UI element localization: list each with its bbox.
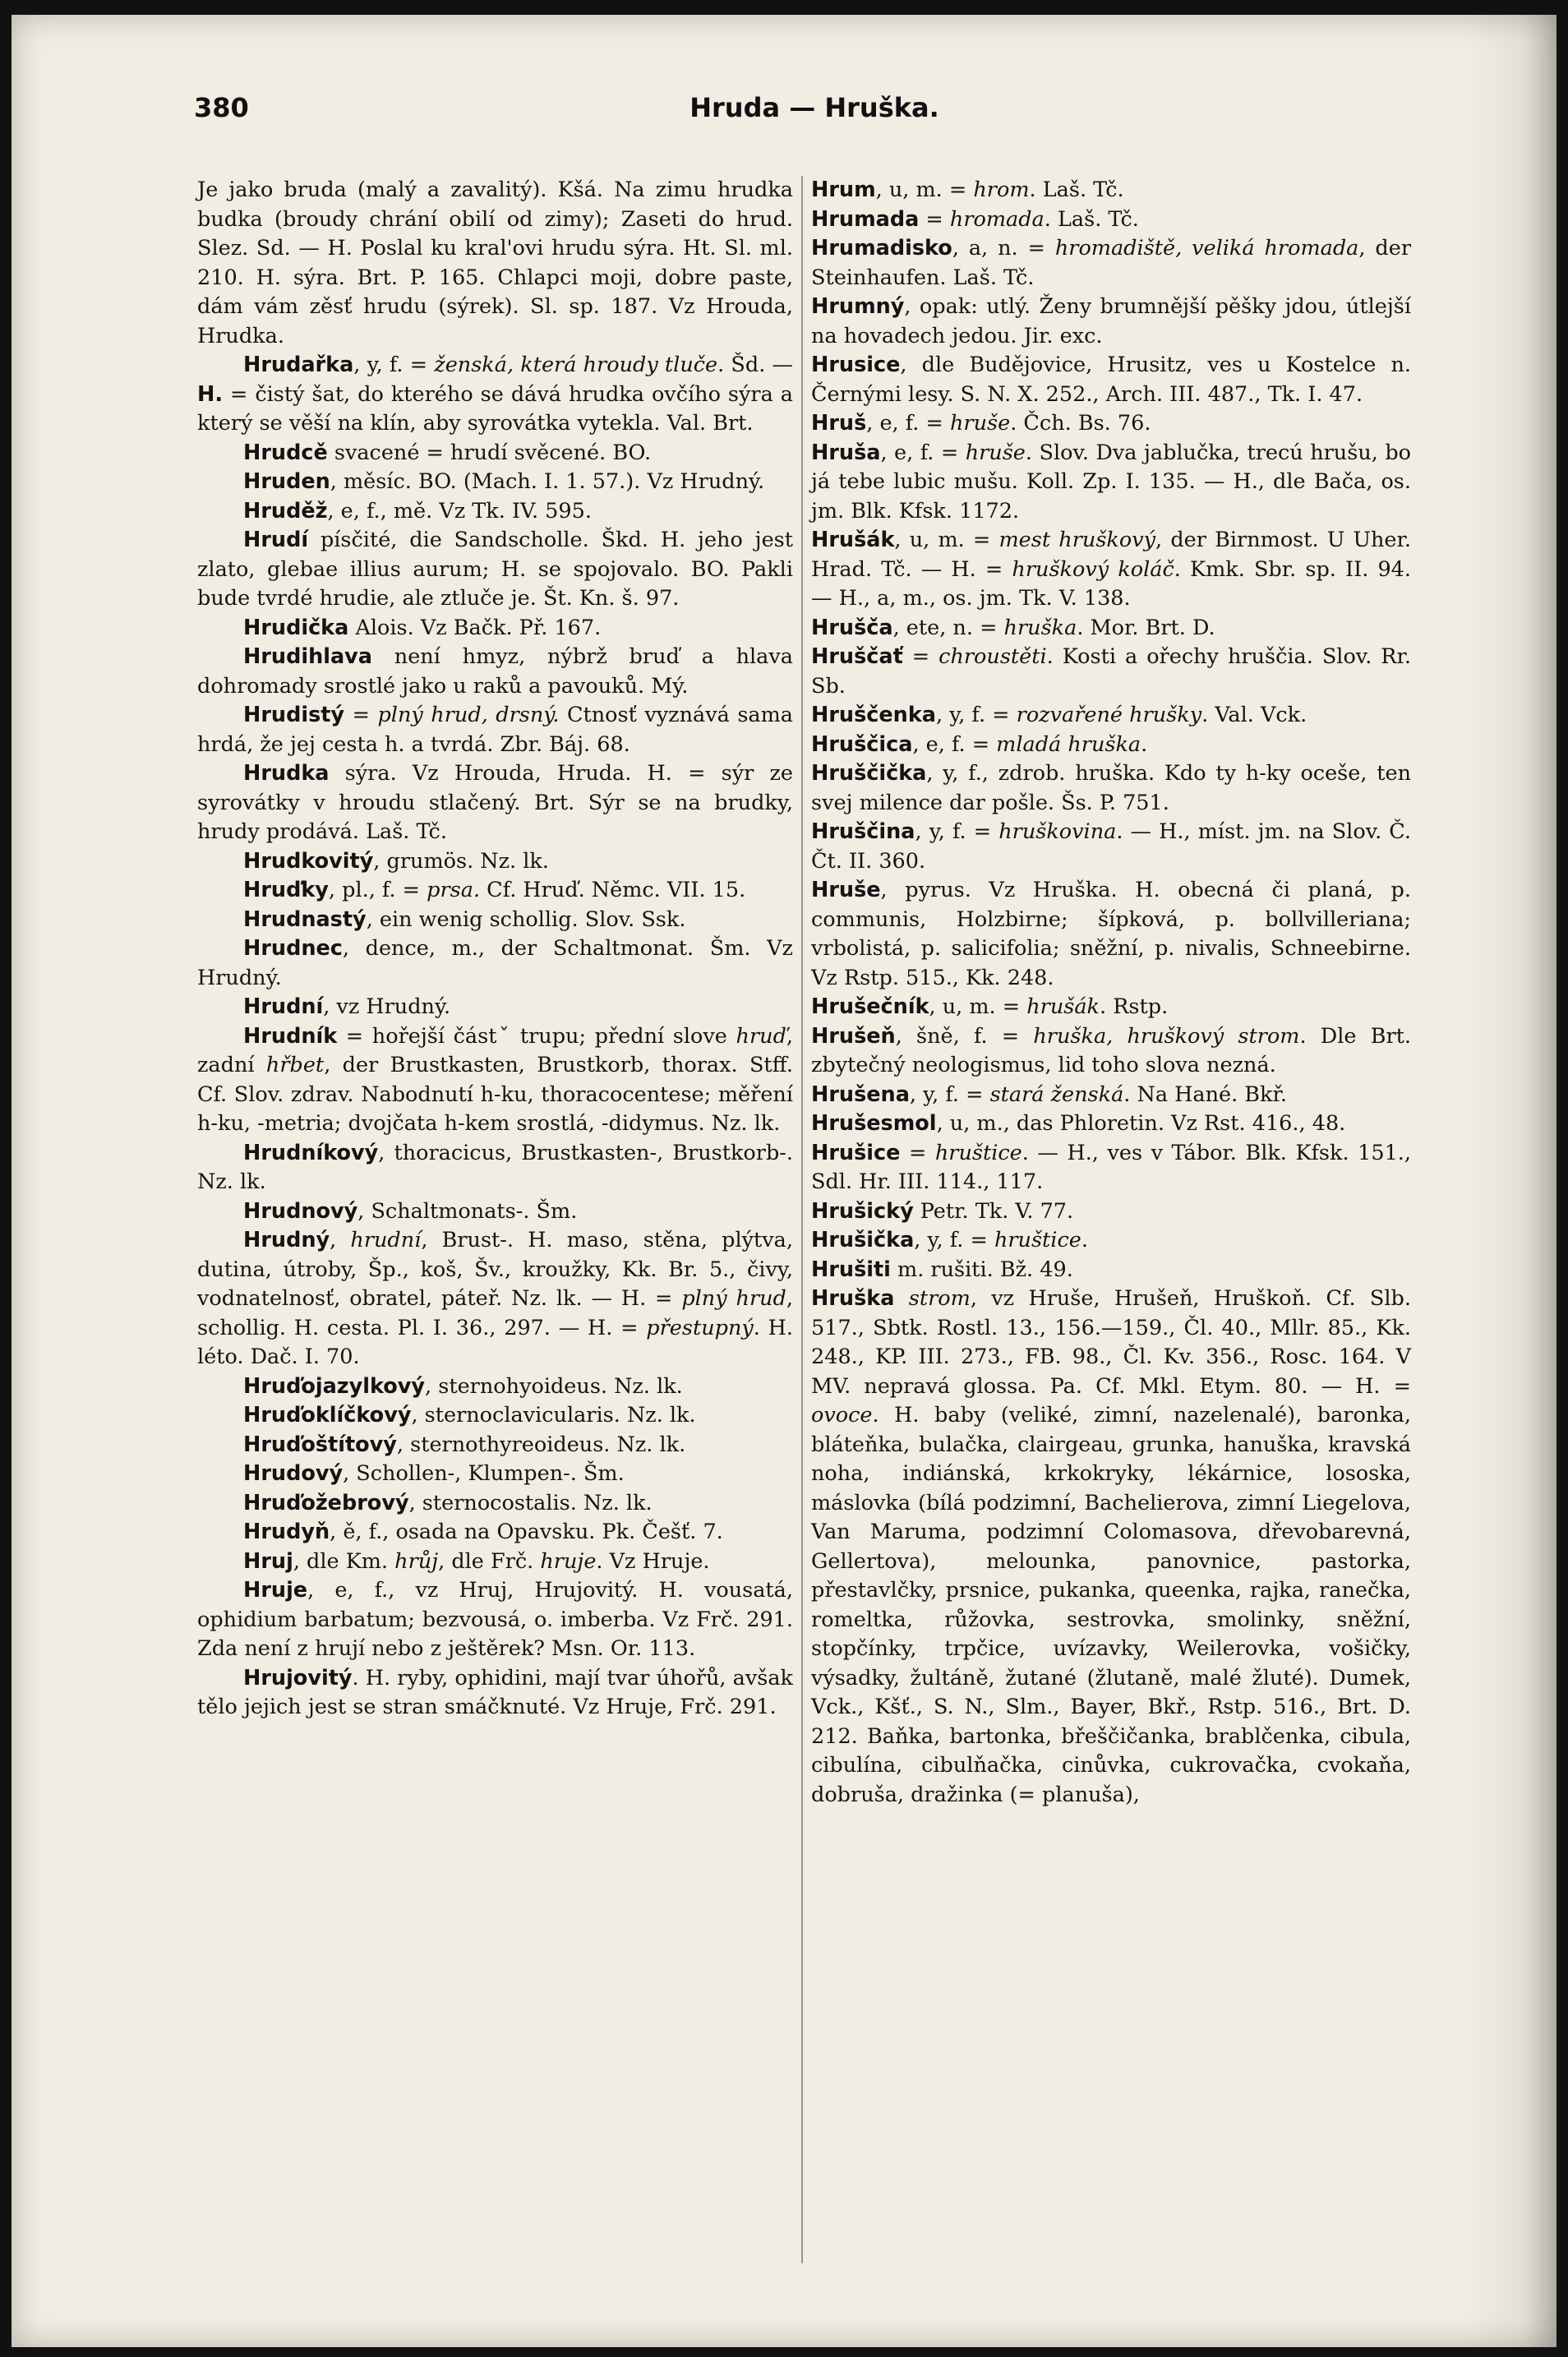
entry-gloss: hruše <box>949 411 1011 436</box>
entry-text: , y, f. = <box>935 703 1017 727</box>
entry-gloss: hrudní <box>350 1228 422 1252</box>
dictionary-entry <box>197 643 793 701</box>
entry-gloss: hrůj <box>394 1548 439 1574</box>
entry-text: , ein wenig schollig. Slov. Ssk. <box>366 906 686 932</box>
entry-text: = <box>344 703 378 727</box>
entry-text: Petr. Tk. V. 77. <box>913 1198 1074 1224</box>
entry-text: . Čch. Bs. 76. <box>1010 411 1151 436</box>
entry-headword: Hrudcě <box>243 440 328 465</box>
entry-headword: Hrušeň <box>811 1023 896 1049</box>
entry-headword: Hrudka <box>243 761 330 786</box>
dictionary-entry <box>811 234 1411 293</box>
dictionary-entry <box>811 1197 1411 1227</box>
entry-text: . Laš. Tč. <box>1044 206 1139 232</box>
entry-text: = <box>902 644 939 669</box>
entry-headword: Hrudní <box>243 994 324 1019</box>
dictionary-entry <box>811 1109 1411 1139</box>
entry-headword: Hruďožebrový <box>243 1490 409 1515</box>
entry-headword: Hrusice <box>811 353 901 377</box>
dictionary-entry <box>811 439 1411 527</box>
entry-gloss: hruštice <box>934 1140 1022 1165</box>
entry-text: , e, f. = <box>912 731 997 757</box>
entry-gloss: hrom <box>973 178 1030 202</box>
entry-gloss: hromada <box>949 206 1045 232</box>
entry-headword: Hruščenka <box>811 703 936 727</box>
entry-text: . Mor. Brt. D. <box>1077 615 1215 640</box>
dictionary-entry <box>197 1401 793 1431</box>
entry-text: , opak: utlý. Ženy brumnější pěšky jdou, útlejší na hovadech jedou. Jir. exc. <box>811 294 1411 348</box>
entry-gloss: chroustěti <box>938 644 1047 669</box>
entry-headword: Hruďky <box>243 878 329 902</box>
entry-headword: Hruščať <box>811 644 903 669</box>
dictionary-entry <box>197 468 793 497</box>
dictionary-entry <box>197 1431 793 1460</box>
entry-headword: Hrumadisko <box>811 236 952 261</box>
entry-gloss: přestupný <box>646 1315 754 1340</box>
entry-text: Alois. Vz Bačk. Př. 167. <box>348 615 602 640</box>
entry-gloss: hrušák <box>1026 994 1100 1019</box>
dictionary-entry <box>811 701 1411 731</box>
entry-gloss: hruškový koláč <box>1012 556 1174 582</box>
entry-text: , pl., f. = <box>328 878 427 902</box>
entry-headword: Hruďoklíčkový <box>243 1403 412 1428</box>
entry-text: , zadní <box>197 1023 793 1077</box>
entry-gloss: hřbet <box>265 1053 325 1077</box>
entry-text: , e, f., vz Hruj, Hrujovitý. H. vousatá, ophidium barbatum; bezvousá, o. imberba. Vz Frč. 291. Zda není z hrují nebo z ještěrek? Msn. Or. 113. <box>197 1578 793 1661</box>
entry-headword: Hrudový <box>243 1461 344 1486</box>
entry-text: . Dle Brt. zbytečný neologismus, lid toho slova nezná. <box>811 1023 1411 1077</box>
entry-text: . Na Hané. Bkř. <box>1123 1082 1287 1107</box>
dictionary-entry <box>811 409 1411 439</box>
entry-text: , e, f. = <box>866 411 950 436</box>
entry-text: , sternocostalis. Nz. lk. <box>408 1490 653 1515</box>
dictionary-entry <box>197 1022 793 1139</box>
dictionary-entry <box>197 906 793 935</box>
entry-text: , schollig. H. cesta. Pl. I. 36., 297. — H. = <box>197 1286 793 1340</box>
entry-text: = hořejší částˇ trupu; přední slove <box>337 1023 736 1049</box>
entry-headword: Hrudihlava <box>243 644 372 669</box>
dictionary-entry <box>811 643 1411 701</box>
dictionary-entry <box>197 934 793 993</box>
entry-text <box>894 1286 908 1311</box>
entry-headword: Hruš <box>811 411 867 436</box>
entry-text: . H. léto. Dač. I. 70. <box>197 1315 793 1369</box>
entry-text: . Rstp. <box>1100 994 1169 1019</box>
entry-text: Šd. — <box>724 353 794 377</box>
entry-gloss: plný hrud <box>681 1286 786 1311</box>
entry-headword: Hruša <box>811 440 881 465</box>
dictionary-entry <box>811 818 1411 876</box>
left-column <box>197 176 793 1723</box>
entry-gloss: mest hruškový <box>998 528 1156 552</box>
entry-headword: Hrudařka <box>243 353 354 377</box>
entry-text: , u, m., das Phloretin. Vz Rst. 416., 48. <box>936 1111 1346 1136</box>
entry-text: , y, f. = <box>909 1082 990 1107</box>
entry-gloss: plný hrud, drsný. <box>377 703 560 727</box>
entry-text: není hmyz, nýbrž bruď a hlava dohromady srostlé jako u raků a pavouků. Mý. <box>197 644 793 699</box>
dictionary-entry <box>197 1576 793 1664</box>
entry-text: , ě, f., osada na Opavsku. Pk. Češť. 7. <box>330 1520 723 1544</box>
dictionary-entry <box>197 1197 793 1227</box>
dictionary-entry <box>197 993 793 1022</box>
entry-gloss: rozvařené hrušky <box>1016 703 1202 727</box>
dictionary-entry <box>197 439 793 468</box>
entry-headword: Hrudný <box>243 1228 330 1252</box>
entry-text: . <box>1141 731 1148 757</box>
dictionary-entry <box>197 1139 793 1197</box>
dictionary-entry <box>197 526 793 614</box>
entry-headword: Hruše <box>811 878 881 902</box>
entry-headword: Hrudička <box>243 615 349 640</box>
entry-gloss: hruď <box>736 1023 786 1049</box>
dictionary-entry <box>811 876 1411 993</box>
entry-headword: Hrujovitý <box>243 1665 353 1690</box>
dictionary-entry <box>811 176 1411 205</box>
dictionary-entry <box>811 1285 1411 1810</box>
entry-text: , vz Hrudný. <box>323 994 451 1019</box>
entry-text: , sternohyoideus. Nz. lk. <box>425 1373 683 1399</box>
entry-headword: Hrum <box>811 178 876 202</box>
entry-text: , dle Frč. <box>438 1548 541 1574</box>
entry-text: , der Steinhaufen. Laš. Tč. <box>811 236 1412 290</box>
entry-text: . Val. Vck. <box>1201 703 1307 727</box>
dictionary-entry <box>197 1518 793 1548</box>
entry-headword: Hruden <box>243 469 330 494</box>
dictionary-entry <box>197 1664 793 1723</box>
entry-text: , grumös. Nz. lk. <box>373 848 549 874</box>
entry-headword: Hrudkovitý <box>243 848 374 874</box>
entry-text: , dle Budějovice, Hrusitz, ves u Kostelce n. Černými lesy. S. N. X. 252., Arch. III. 487., Tk. I. 47. <box>811 353 1411 407</box>
dictionary-entry <box>811 293 1411 351</box>
entry-headword: Hrušena <box>811 1082 910 1107</box>
entry-headword: Hrudí <box>243 528 309 552</box>
dictionary-entry <box>811 1081 1411 1110</box>
dictionary-entry <box>811 614 1411 643</box>
entry-text: , pyrus. Vz Hruška. H. obecná či planá, p. communis, Holzbirne; šípková, p. bollvilleriana; vrbolistá, p. salicifolia; sněžní, p. nivalis, Schneebirne. Vz Rstp. 515., Kk. 248. <box>811 878 1411 990</box>
column-divider <box>801 176 803 2263</box>
entry-headword: Hrudník <box>243 1023 338 1049</box>
entry-gloss: stará ženská <box>989 1082 1124 1107</box>
entry-text: m. rušiti. Bž. 49. <box>890 1257 1073 1282</box>
entry-text: , dle Km. <box>293 1548 395 1574</box>
entry-gloss: prsa. <box>427 878 481 902</box>
entry-text: . <box>1081 1228 1088 1252</box>
entry-text: . Laš. Tč. <box>1029 178 1124 202</box>
entry-text: Ctnosť vyznává sama hrdá, že jej cesta h. a tvrdá. Zbr. Báj. 68. <box>197 703 794 757</box>
entry-headword: Hrušiti <box>811 1257 891 1282</box>
entry-text: , <box>330 1228 351 1252</box>
dictionary-entry <box>197 351 793 439</box>
entry-text: , Schollen-, Klumpen-. Šm. <box>343 1461 625 1486</box>
entry-text: = <box>919 206 950 232</box>
entry-text: , y, f. = <box>914 1228 994 1252</box>
entry-text: . — H., ves v Tábor. Blk. Kfsk. 151., Sdl. Hr. III. 114., 117. <box>811 1140 1411 1194</box>
entry-text: sýra. Vz Hrouda, Hruda. H. = sýr ze syrovátky v hroudu stlačený. Brt. Sýr se na brudky, hrudy prodává. Laš. Tč. <box>197 761 793 844</box>
entry-gloss: ovoce <box>811 1403 873 1428</box>
entry-text: , vz Hruše, Hrušeň, Hruškoň. Cf. Slb. 517., Sbtk. Rostl. 13., 156.—159., Čl. 40., Mllr. 85., Kk. 248., KP. III. 273., FB. 98., Čl. Kv. 356., Rosc. 164. V MV. nepravá glossa. Pa. Cf. Mkl. Etym. 80. — H. = <box>811 1286 1411 1399</box>
dictionary-entry <box>197 1372 793 1402</box>
dictionary-entry <box>197 759 793 847</box>
entry-headword: Hruďoštítový <box>243 1432 397 1457</box>
entry-gloss: hruštice <box>994 1228 1081 1252</box>
dictionary-entry <box>811 1256 1411 1285</box>
entry-text: , dence, m., der Schaltmonat. Šm. Vz Hrudný. <box>197 936 793 990</box>
dictionary-entry <box>197 1489 793 1519</box>
entry-headword: Hrudníkový <box>243 1140 379 1165</box>
entry-text: , der Brustkasten, Brustkorb, thorax. Stff. Cf. Slov. zdrav. Nabodnutí h-ku, thoracocentese; měření h-ku, -metria; dvojčata h-kem srostlá, -didymus. Nz. lk. <box>197 1053 793 1136</box>
entry-text: , Brust-. H. maso, stěna, plýtva, dutina, útroby, Šp., koš, Šv., kroužky, Kk. Br. 5., čivy, vodnatelnosť, obratel, páteř. Nz. lk. — H. = <box>197 1228 793 1311</box>
entry-headword: Hrušice <box>811 1140 901 1165</box>
entry-headword: Hrudistý <box>243 703 345 727</box>
page-header <box>194 85 1435 135</box>
entry-headword: H. <box>197 381 224 407</box>
dictionary-entry <box>811 1139 1411 1197</box>
entry-headword: Hrumada <box>811 206 920 232</box>
dictionary-entry <box>811 526 1411 614</box>
dictionary-entry <box>811 993 1411 1022</box>
entry-text: , u, m. = <box>894 528 999 552</box>
entry-text: , šně, f. = <box>895 1023 1034 1049</box>
running-head: Hruda — Hruška. <box>689 92 939 123</box>
entry-headword: Hruďojazylkový <box>243 1373 426 1399</box>
entry-text: = <box>900 1140 935 1165</box>
entry-text: , sternoclavicularis. Nz. lk. <box>411 1403 696 1428</box>
entry-gloss: ženská, která hroudy tluče. <box>434 353 725 377</box>
entry-text: , y, f. = <box>353 353 435 377</box>
dictionary-entry <box>811 351 1411 409</box>
entry-text: , měsíc. BO. (Mach. I. 1. 57.). Vz Hrudný. <box>330 469 765 494</box>
entry-text: , a, n. = <box>952 236 1055 261</box>
entry-text: , u, m. = <box>875 178 974 202</box>
entry-text: , e, f. = <box>880 440 966 465</box>
entry-text: Je jako bruda (malý a zavalitý). Kšá. Na zimu hrudka budka (broudy chrání obilí od zimy); Zaseti do hrud. Slez. Sd. — H. Poslal ku kral'ovi hrudu sýra. Ht. Sl. ml. 210. H. sýra. Brt. P. 165. Chlapci moji, dobre paste, dám vám zěsť hrudu (sýrek). Sl. sp. 187. Vz Hrouda, Hrudka. <box>197 178 793 348</box>
dictionary-entry <box>197 1548 793 1577</box>
entry-headword: Hruščica <box>811 731 913 757</box>
entry-text: , y, f., zdrob. hruška. Kdo ty h-ky oceše, ten svej milence dar pošle. Šs. P. 751. <box>811 761 1411 815</box>
entry-headword: Hruje <box>243 1578 308 1603</box>
entry-headword: Hruščina <box>811 819 915 844</box>
entry-headword: Hrumný <box>811 294 905 319</box>
dictionary-entry <box>811 731 1411 760</box>
entry-text: svacené = hrudí svěcené. BO. <box>327 440 652 465</box>
dictionary-entry <box>811 205 1411 235</box>
entry-headword: Hruděž <box>243 498 328 524</box>
entry-headword: Hrudnec <box>243 936 343 961</box>
entry-headword: Hrušický <box>811 1198 914 1224</box>
entry-text: = čistý šat, do kterého se dává hrudka ovčího sýra a který se věší na klín, aby syrovátka vytekla. Val. Brt. <box>197 381 793 436</box>
right-column <box>811 176 1411 1810</box>
dictionary-entry <box>197 847 793 877</box>
entry-gloss: hruše <box>965 440 1026 465</box>
entry-text: písčité, die Sandscholle. Škd. H. jeho jest zlato, glebae illius aurum; H. se spojovalo. BO. Pakli bude tvrdé hrudie, ale ztluče je. Št. Kn. š. 97. <box>197 528 793 611</box>
entry-headword: Hrudnový <box>243 1198 358 1224</box>
dictionary-entry <box>197 876 793 906</box>
entry-text: . Vz Hruje. <box>596 1548 710 1574</box>
entry-text: . Slov. Dva jablučka, trecú hrušu, bo já tebe lubic mušu. Koll. Zp. I. 135. — H., dle Bača, os. jm. Blk. Kfsk. 1172. <box>811 440 1411 524</box>
entry-gloss: mladá hruška <box>996 731 1141 757</box>
entry-gloss: strom <box>908 1286 971 1311</box>
entry-headword: Hrudnastý <box>243 906 367 932</box>
entry-headword: Hrušča <box>811 615 893 640</box>
entry-text: , sternothyreoideus. Nz. lk. <box>396 1432 686 1457</box>
dictionary-entry <box>197 176 793 351</box>
entry-text: Cf. Hruď. Němc. VII. 15. <box>480 878 746 902</box>
entry-headword: Hruška <box>811 1286 895 1311</box>
entry-headword: Hruščička <box>811 761 927 786</box>
entry-headword: Hrušička <box>811 1228 915 1252</box>
entry-text: , e, f., mě. Vz Tk. IV. 595. <box>327 498 592 524</box>
entry-text: . H. ryby, ophidini, mají tvar úhořů, avšak tělo jejich jest se stran smáčknuté. Vz Hruje, Frč. 291. <box>197 1665 793 1719</box>
dictionary-entry <box>811 1022 1411 1081</box>
page-number: 380 <box>194 92 249 123</box>
entry-headword: Hrušesmol <box>811 1111 937 1136</box>
dictionary-entry <box>197 614 793 643</box>
entry-text: , y, f. = <box>915 819 999 844</box>
entry-text: , ete, n. = <box>892 615 1004 640</box>
entry-text: . — H., míst. jm. na Slov. Č. Čt. II. 360. <box>811 819 1412 874</box>
entry-headword: Hrušák <box>811 528 895 552</box>
entry-gloss: hruška, hruškový strom <box>1033 1023 1300 1049</box>
entry-gloss: hruškovina <box>998 819 1117 844</box>
entry-headword: Hruj <box>243 1548 293 1574</box>
entry-text: , Schaltmonats-. Šm. <box>357 1198 578 1224</box>
entry-text: , der Birnmost. U Uher. Hrad. Tč. — H. = <box>811 528 1412 582</box>
dictionary-entry <box>811 759 1411 818</box>
dictionary-entry <box>811 1226 1411 1256</box>
dictionary-entry <box>197 701 793 759</box>
entry-text: . Kmk. Sbr. sp. II. 94. — H., a, m., os. jm. Tk. V. 138. <box>811 556 1412 611</box>
dictionary-entry <box>197 1226 793 1372</box>
entry-text: , thoracicus, Brustkasten-, Brustkorb-. Nz. lk. <box>197 1140 793 1194</box>
entry-gloss: hromadiště, veliká hromada <box>1054 236 1359 261</box>
entry-text: . H. baby (veliké, zimní, nazelenalé), baronka, bláteňka, bulačka, clairgeau, grunka, hanuška, kravská noha, indiánská, krkokryky, lékárnice, lososka, máslovka (bílá podzimní, Bachelierova, zimní Liegelova, Van Maruma, podzimní Colomasova, dřevobarevná, Gellertova), melounka, panovnice, pastorka, přestavlčky, prsnice, pukanka, queenka, rajka, ranečka, romeltka, růžovka, sestrovka, smolinky, sněžní, stopčínky, trpčice, uvízavky, Weilerovka, vošičky, výsadky, žultáně, žutané (žlutaně, malé žluté). Dumek, Vck., Kšť., S. N., Slm., Bayer, Bkř., Rstp. 516., Brt. D. 212. Baňka, bartonka, břeščičanka, brablčenka, cibula, cibulína, cibulňačka, cinůvka, cukrovačka, cvokaňa, dobruša, dražinka (= planuša), <box>811 1403 1411 1807</box>
page-shadow <box>1466 15 1556 2347</box>
entry-headword: Hrušečník <box>811 994 929 1019</box>
dictionary-entry <box>197 497 793 527</box>
dictionary-entry <box>197 1460 793 1489</box>
entry-gloss: hruje <box>540 1548 597 1574</box>
entry-text: , u, m. = <box>929 994 1027 1019</box>
entry-headword: Hrudyň <box>243 1520 330 1544</box>
entry-gloss: hruška <box>1003 615 1077 640</box>
entry-text: . Kosti a ořechy hruščia. Slov. Rr. Sb. <box>811 644 1411 699</box>
